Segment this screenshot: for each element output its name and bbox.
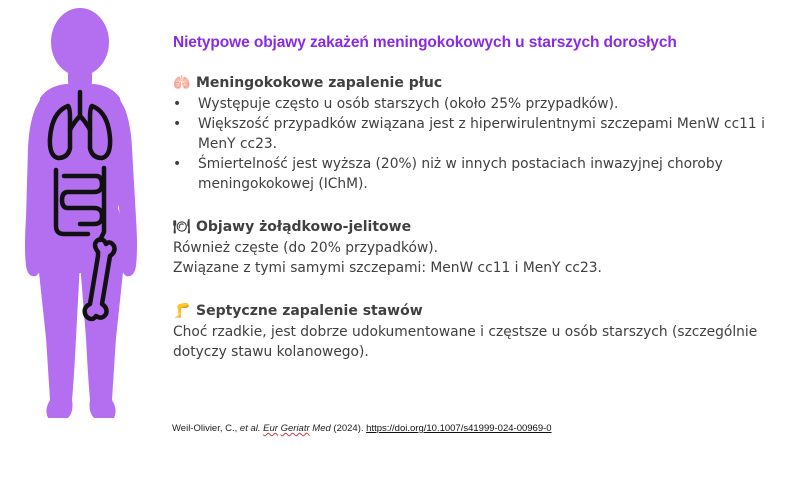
- citation-year: (2024).: [330, 423, 367, 434]
- bullet-item: • Występuje często u osób starszych (około 25% przypadków).: [173, 94, 793, 114]
- section-pneumonia: [173, 72, 793, 194]
- bullet-item: • Śmiertelność jest wyższa (20%) niż w innych postaciach inwazyjnej choroby meningokokowej (IChM).: [173, 154, 793, 194]
- doi-link[interactable]: https://doi.org/10.1007/s41999-024-00969-0: [366, 423, 552, 434]
- citation-journal-c: Med: [312, 423, 331, 434]
- citation-journal-b: Geriatr: [280, 423, 310, 434]
- page-title: Nietypowe objawy zakażeń meningokokowych u starszych dorosłych: [173, 34, 677, 51]
- section-text-line: Związane z tymi samymi szczepami: MenW cc11 i MenY cc23.: [173, 260, 602, 276]
- section-heading: Septyczne zapalenie stawów: [196, 303, 423, 319]
- citation-etal: et al.: [239, 423, 261, 434]
- body-silhouette: [18, 8, 154, 428]
- section-gastrointestinal: [173, 216, 793, 278]
- bullet-item: • Większość przypadków związana jest z hiperwirulentnymi szczepami MenW cc11 i MenY cc23.: [173, 114, 793, 154]
- citation-journal-a: Eur: [263, 423, 278, 434]
- bullet-list: [173, 94, 793, 194]
- leg-emoji-icon: 🦵: [173, 303, 191, 319]
- section-text-line: Również częste (do 20% przypadków).: [173, 240, 438, 256]
- section-text-line: Choć rzadkie, jest dobrze udokumentowane i częstsze u osób starszych (szczególnie dotyczy stawu kolanowego).: [173, 324, 758, 360]
- section-heading: Meningokokowe zapalenie płuc: [196, 75, 443, 91]
- plate-emoji-icon: 🍽: [173, 219, 191, 235]
- lungs-emoji-icon: 🫁: [173, 75, 191, 91]
- section-heading: Objawy żołądkowo-jelitowe: [196, 219, 412, 235]
- citation: [172, 423, 552, 434]
- section-septic-arthritis: [173, 300, 793, 362]
- main-content: [173, 34, 793, 384]
- body-illustration: [18, 8, 154, 428]
- citation-authors: Weil-Olivier, C.,: [172, 423, 240, 434]
